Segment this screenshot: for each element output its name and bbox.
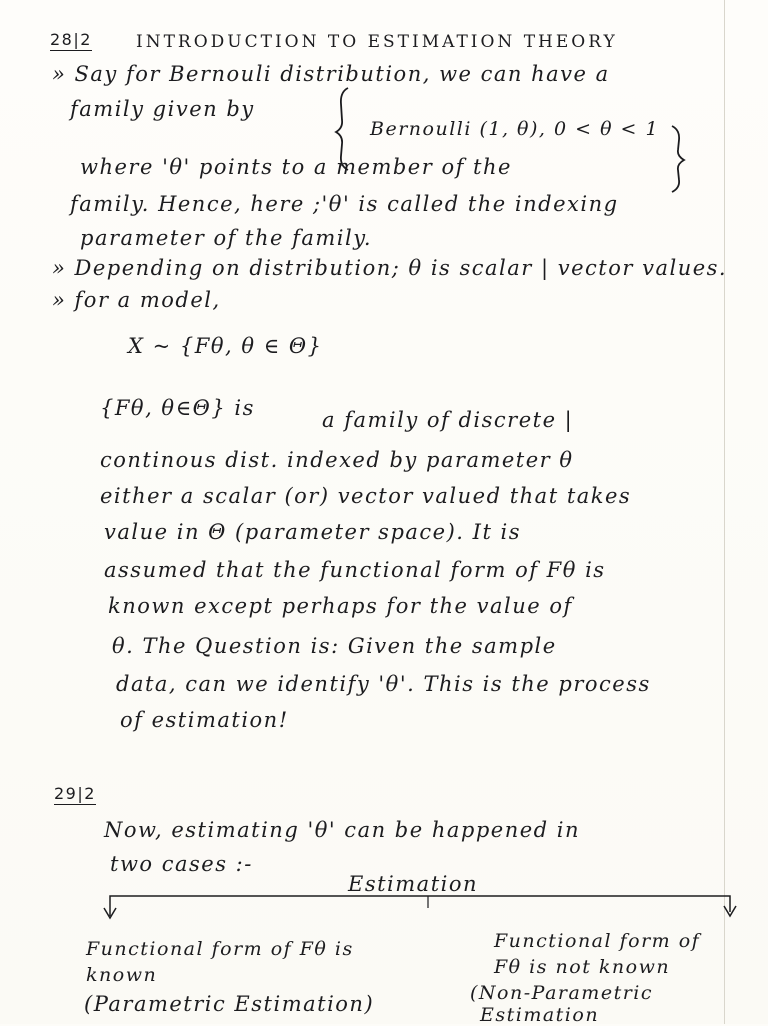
estimation-root: Estimation [348, 872, 479, 896]
left-branch-line-2: known [86, 964, 158, 986]
left-arrowhead [104, 908, 116, 918]
paragraph-line-7: θ. The Question is: Given the sample [112, 634, 557, 658]
model-expression: X ~ {Fθ, θ ∈ Θ} [128, 334, 323, 358]
bullet-1-line-3: where 'θ' points to a member of the [80, 155, 512, 179]
paragraph-line-2: continous dist. indexed by parameter θ [100, 448, 574, 472]
paragraph-line-5: assumed that the functional form of Fθ is [104, 558, 606, 582]
bullet-1-line-2: family given by [70, 97, 255, 121]
page-title: INTRODUCTION TO ESTIMATION THEORY [136, 32, 618, 52]
bullet-1-line-4: family. Hence, here ;'θ' is called the indexing [70, 192, 619, 216]
bullet-2: » Depending on distribution; θ is scalar | vector values. [52, 256, 728, 280]
paragraph-line-1a: {Fθ, θ∈Θ} is [100, 396, 255, 420]
date-heading-1: 28|2 [50, 30, 92, 49]
right-branch-line-2: Fθ is not known [494, 956, 671, 978]
paragraph-line-8: data, can we identify 'θ'. This is the process [116, 672, 651, 696]
paragraph-line-6: known except perhaps for the value of [108, 594, 573, 618]
right-branch-line-3: (Non-Parametric [470, 982, 653, 1004]
left-branch-line-3: (Parametric Estimation) [84, 992, 375, 1016]
now-line-1: Now, estimating 'θ' can be happened in [104, 818, 581, 842]
now-line-2: two cases :- [110, 852, 253, 876]
estimation-tree-arms [110, 896, 730, 916]
left-branch-line-1: Functional form of Fθ is [86, 938, 354, 960]
right-branch-line-1: Functional form of [494, 930, 701, 952]
paragraph-line-1b: a family of discrete | [322, 408, 574, 432]
bullet-3: » for a model, [52, 288, 221, 312]
date-heading-2: 29|2 [54, 784, 96, 803]
paragraph-line-4: value in Θ (parameter space). It is [104, 520, 522, 544]
right-branch-line-4: Estimation [480, 1004, 600, 1026]
paragraph-line-3: either a scalar (or) vector valued that takes [100, 484, 632, 508]
bullet-1-line-1: » Say for Bernouli distribution, we can have a [52, 62, 610, 86]
right-arrowhead [724, 906, 736, 916]
paragraph-line-9: of estimation! [120, 708, 289, 732]
bernoulli-set: Bernoulli (1, θ), 0 < θ < 1 [370, 118, 660, 140]
bernoulli-right-brace [672, 126, 684, 192]
bullet-1-line-5: parameter of the family. [80, 226, 372, 250]
page-margin-line [724, 0, 725, 1024]
